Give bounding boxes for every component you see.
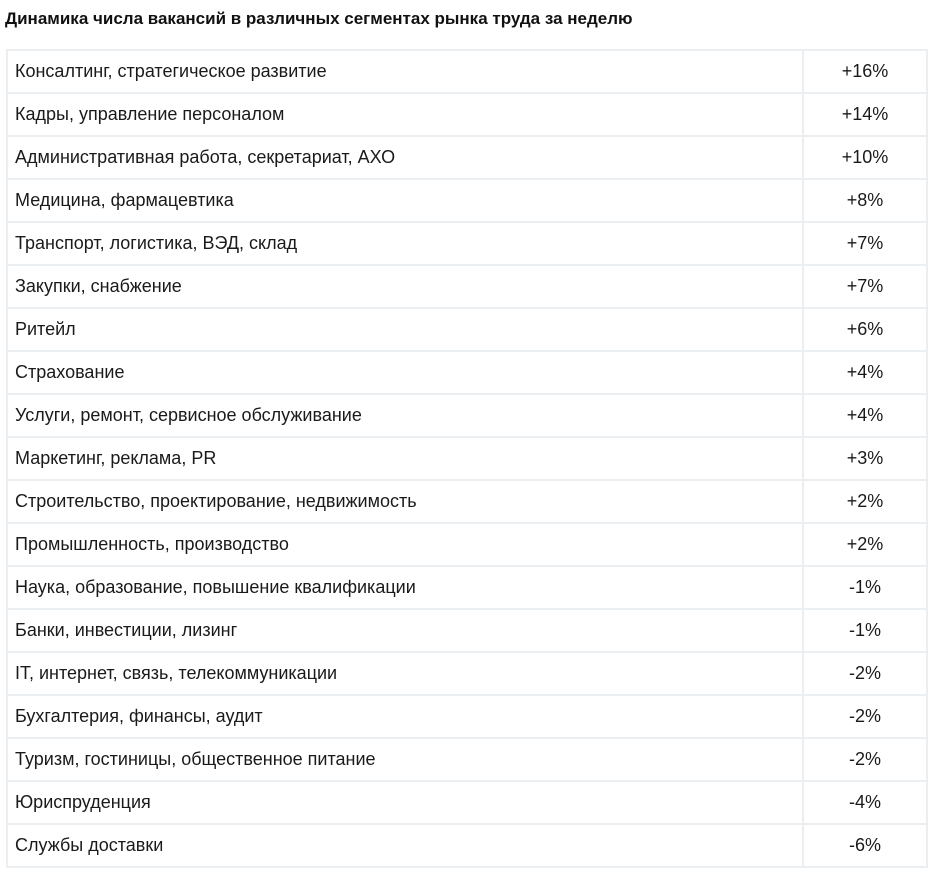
- table-row: [7, 781, 927, 824]
- change-percent-cell: +4%: [803, 394, 927, 437]
- segment-name-cell: Консалтинг, стратегическое развитие: [7, 50, 803, 93]
- change-percent-cell: -4%: [803, 781, 927, 824]
- table-row: [7, 738, 927, 781]
- table-row: [7, 265, 927, 308]
- segment-name-cell: Юриспруденция: [7, 781, 803, 824]
- segment-name-cell: Страхование: [7, 351, 803, 394]
- change-percent-cell: +3%: [803, 437, 927, 480]
- change-percent-cell: +8%: [803, 179, 927, 222]
- segment-name-cell: Строительство, проектирование, недвижимость: [7, 480, 803, 523]
- change-percent-cell: -2%: [803, 652, 927, 695]
- change-percent-cell: +10%: [803, 136, 927, 179]
- table-row: [7, 394, 927, 437]
- table-row: [7, 50, 927, 93]
- table-row: [7, 351, 927, 394]
- change-percent-cell: +16%: [803, 50, 927, 93]
- change-percent-cell: +2%: [803, 523, 927, 566]
- table-row: [7, 437, 927, 480]
- segment-name-cell: Административная работа, секретариат, АХО: [7, 136, 803, 179]
- segment-name-cell: Медицина, фармацевтика: [7, 179, 803, 222]
- segment-name-cell: Промышленность, производство: [7, 523, 803, 566]
- table-row: [7, 93, 927, 136]
- change-percent-cell: -2%: [803, 695, 927, 738]
- change-percent-cell: +2%: [803, 480, 927, 523]
- segment-name-cell: Банки, инвестиции, лизинг: [7, 609, 803, 652]
- table-row: [7, 136, 927, 179]
- segment-name-cell: Наука, образование, повышение квалификации: [7, 566, 803, 609]
- table-row: [7, 179, 927, 222]
- change-percent-cell: +4%: [803, 351, 927, 394]
- vacancy-dynamics-table: [6, 49, 928, 868]
- table-row: [7, 695, 927, 738]
- change-percent-cell: -1%: [803, 566, 927, 609]
- page-title: Динамика числа вакансий в различных сегментах рынка труда за неделю: [5, 9, 633, 28]
- table-row: [7, 222, 927, 265]
- table-row: [7, 480, 927, 523]
- change-percent-cell: +7%: [803, 265, 927, 308]
- table-row: [7, 308, 927, 351]
- table-row: [7, 566, 927, 609]
- change-percent-cell: -2%: [803, 738, 927, 781]
- change-percent-cell: +14%: [803, 93, 927, 136]
- change-percent-cell: +6%: [803, 308, 927, 351]
- vacancy-table-container: [6, 49, 924, 868]
- table-row: [7, 523, 927, 566]
- table-row: [7, 652, 927, 695]
- change-percent-cell: +7%: [803, 222, 927, 265]
- change-percent-cell: -6%: [803, 824, 927, 867]
- segment-name-cell: Службы доставки: [7, 824, 803, 867]
- change-percent-cell: -1%: [803, 609, 927, 652]
- segment-name-cell: Услуги, ремонт, сервисное обслуживание: [7, 394, 803, 437]
- segment-name-cell: Туризм, гостиницы, общественное питание: [7, 738, 803, 781]
- table-row: [7, 609, 927, 652]
- segment-name-cell: Закупки, снабжение: [7, 265, 803, 308]
- segment-name-cell: Маркетинг, реклама, PR: [7, 437, 803, 480]
- segment-name-cell: IT, интернет, связь, телекоммуникации: [7, 652, 803, 695]
- segment-name-cell: Кадры, управление персоналом: [7, 93, 803, 136]
- table-row: [7, 824, 927, 867]
- segment-name-cell: Бухгалтерия, финансы, аудит: [7, 695, 803, 738]
- table-body: [7, 50, 927, 867]
- segment-name-cell: Ритейл: [7, 308, 803, 351]
- segment-name-cell: Транспорт, логистика, ВЭД, склад: [7, 222, 803, 265]
